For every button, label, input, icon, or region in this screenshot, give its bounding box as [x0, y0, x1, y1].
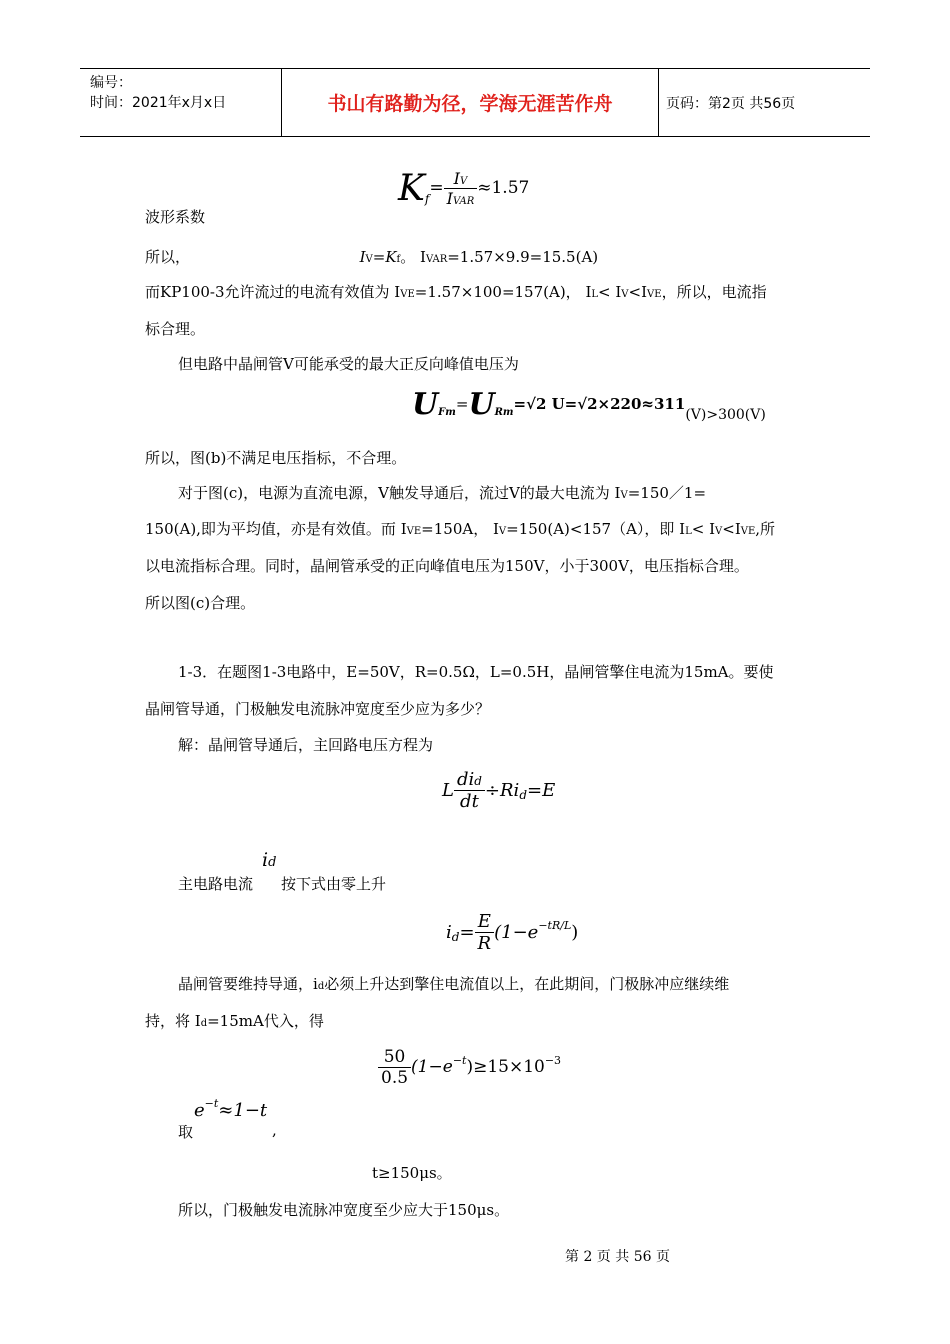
c2-sub4: V	[715, 526, 723, 537]
ineq-rhs: )≥15×10	[466, 1057, 545, 1077]
ode-rest: ÷Ri	[484, 779, 520, 801]
ineq-rhs-exp: −3	[544, 1053, 562, 1067]
ineq-exp: −t	[452, 1053, 467, 1067]
c2-sub2: V	[498, 526, 507, 537]
idf-paren: (1−e	[494, 921, 539, 943]
c2-d: < I	[691, 520, 716, 538]
number-label: 编号：	[90, 75, 132, 91]
text-c2	[145, 518, 775, 539]
c1-b: =150／1=	[627, 484, 707, 502]
c2-b: =150A， I	[421, 520, 499, 538]
so1-g: VAR	[425, 254, 448, 265]
ode-fraction	[454, 769, 485, 812]
formula-id	[446, 907, 578, 957]
text-but: 但电路中晶闸管V可能承受的最大正反向峰值电压为	[178, 355, 519, 373]
id-sym: i	[262, 849, 269, 871]
u-rhs: =√2 U=√2×220≈311	[513, 395, 686, 413]
hold2-sub: d	[200, 1018, 208, 1029]
kp-c: < I	[598, 283, 622, 301]
c2-sub5: VE	[740, 526, 756, 537]
text-solution: 解：晶闸管导通后，主回路电压方程为	[178, 736, 434, 754]
kp-a: 而KP100-3允许流过的电流有效值为 I	[145, 283, 401, 301]
id-sub: d	[268, 855, 277, 870]
formula-approx	[194, 1097, 268, 1121]
page-header	[80, 68, 870, 137]
ineq-den: 0.5	[378, 1067, 411, 1088]
approx-exp: −t	[204, 1097, 219, 1110]
hold2-a: 持，将 I	[145, 1012, 201, 1030]
text-take: 取	[178, 1123, 194, 1141]
text-hold-2	[145, 1010, 324, 1031]
ode-num-sub: d	[474, 773, 482, 788]
so1-a: 所以，	[145, 248, 191, 266]
u-sub-1: Fm	[438, 406, 456, 418]
so1-b: I	[359, 248, 366, 266]
text-c1	[178, 482, 706, 503]
text-kp-line2: 标合理。	[145, 320, 206, 338]
text-kp-line	[145, 281, 767, 302]
c2-a: 150(A),即为平均值，亦是有效值。而 I	[145, 520, 407, 538]
u-symbol-1: U	[412, 386, 439, 422]
c2-f: ,所	[755, 520, 776, 538]
formula-u	[412, 384, 766, 424]
text-so2: 所以，图(b)不满足电压指标，不合理。	[145, 449, 407, 467]
kf-symbol: K	[398, 167, 425, 209]
hold1-b: 必须上升达到擎住电流值以上，在此期间，门极脉冲应继续维	[324, 975, 730, 993]
c2-sub3: L	[685, 526, 692, 537]
approx-rhs: ≈1−t	[218, 1100, 268, 1121]
c2-sub1: VE	[406, 526, 422, 537]
hold2-b: =15mA代入，得	[207, 1012, 324, 1030]
kf-fraction	[444, 169, 478, 208]
header-page-info: 页码：第2页 共56页	[666, 95, 796, 112]
idf-close: )	[571, 921, 579, 943]
text-hold-1	[178, 973, 729, 994]
id-symbol	[262, 849, 276, 871]
kp-sub3: V	[621, 289, 629, 300]
idf-lhs-sub: d	[451, 930, 460, 944]
text-t-result: t≥150μs。	[372, 1164, 452, 1182]
ineq-paren: (1−e	[411, 1057, 453, 1077]
idf-lhs: i	[446, 921, 452, 943]
ineq-num: 50	[383, 1046, 406, 1067]
c1-a: 对于图(c)，电源为直流电源，V触发导通后，流过V的最大电流为 I	[178, 484, 621, 502]
header-motto: 书山有路勤为径，学海无涯苦作舟	[281, 69, 659, 136]
so1-f: 。 I	[400, 248, 426, 266]
text-so1	[145, 246, 598, 267]
u-equals: =	[455, 395, 469, 413]
ode-num: di	[456, 768, 475, 790]
formula-kf	[398, 160, 529, 216]
u-tail: (V)>300(V)	[685, 407, 766, 423]
text-question-1: 1-3．在题图1-3电路中，E=50V，R=0.5Ω，L=0.5H，晶闸管擎住电流为15mA。要使	[178, 663, 774, 681]
text-main-b: 按下式由零上升	[281, 875, 387, 893]
so1-h: =1.57×9.9=15.5(A)	[447, 248, 599, 266]
text-question-2: 晶闸管导通，门极触发电流脉冲宽度至少应为多少？	[145, 700, 491, 718]
idf-den: R	[475, 932, 495, 954]
kf-num-sub: V	[459, 175, 468, 187]
so1-d: =K	[372, 248, 397, 266]
kp-sub1: VE	[400, 289, 415, 300]
idf-fraction	[475, 911, 495, 954]
kp-e: ，所以，电流指	[661, 283, 767, 301]
u-sub-2: Rm	[494, 406, 514, 418]
kf-rhs: ≈1.57	[477, 178, 530, 198]
kf-den: I	[446, 188, 453, 208]
text-c3: 以电流指标合理。同时，晶闸管承受的正向峰值电压为150V，小于300V，电压指标合理。	[145, 557, 749, 575]
kf-subscript: f	[424, 192, 430, 206]
formula-ode	[442, 764, 555, 816]
ode-den: dt	[454, 790, 485, 812]
hold1-a: 晶闸管要维持导通，i	[178, 975, 318, 993]
kp-sub2: L	[591, 289, 599, 300]
formula-inequality	[378, 1042, 561, 1092]
ode-rhs: =E	[527, 779, 556, 801]
kf-equals: =	[429, 178, 444, 198]
c1-sub: V	[620, 490, 628, 501]
idf-num: E	[477, 910, 491, 932]
idf-exp: −tR/L	[538, 918, 572, 932]
idf-eq: =	[459, 921, 475, 943]
kp-sub4: VE	[647, 289, 662, 300]
time-label: 时间：2021年x月x日	[90, 95, 227, 111]
ode-L: L	[442, 779, 454, 801]
text-c4: 所以图(c)合理。	[145, 594, 256, 612]
kp-b: =1.57×100=157(A)， I	[414, 283, 592, 301]
page-footer: 第 2 页 共 56 页	[565, 1249, 670, 1265]
text-final: 所以，门极触发电流脉冲宽度至少应大于150μs。	[178, 1201, 510, 1219]
hold1-sub: d	[317, 981, 325, 992]
approx-comma: ,	[272, 1121, 277, 1139]
so1-c: V	[365, 254, 373, 265]
so1-e: f	[396, 254, 401, 265]
kf-num: I	[453, 168, 460, 188]
ode-rest-sub: d	[519, 788, 528, 802]
c2-e: <I	[722, 520, 741, 538]
text-waveform: 波形系数	[145, 208, 206, 226]
kf-den-sub: VAR	[452, 195, 475, 207]
header-left-cell	[80, 69, 280, 136]
u-symbol-2: U	[468, 386, 495, 422]
text-main-a: 主电路电流	[178, 875, 254, 893]
ineq-fraction	[378, 1047, 411, 1088]
kp-d: <I	[628, 283, 648, 301]
c2-c: =150(A)<157（A），即 I	[506, 520, 686, 538]
approx-e: e	[194, 1100, 205, 1121]
